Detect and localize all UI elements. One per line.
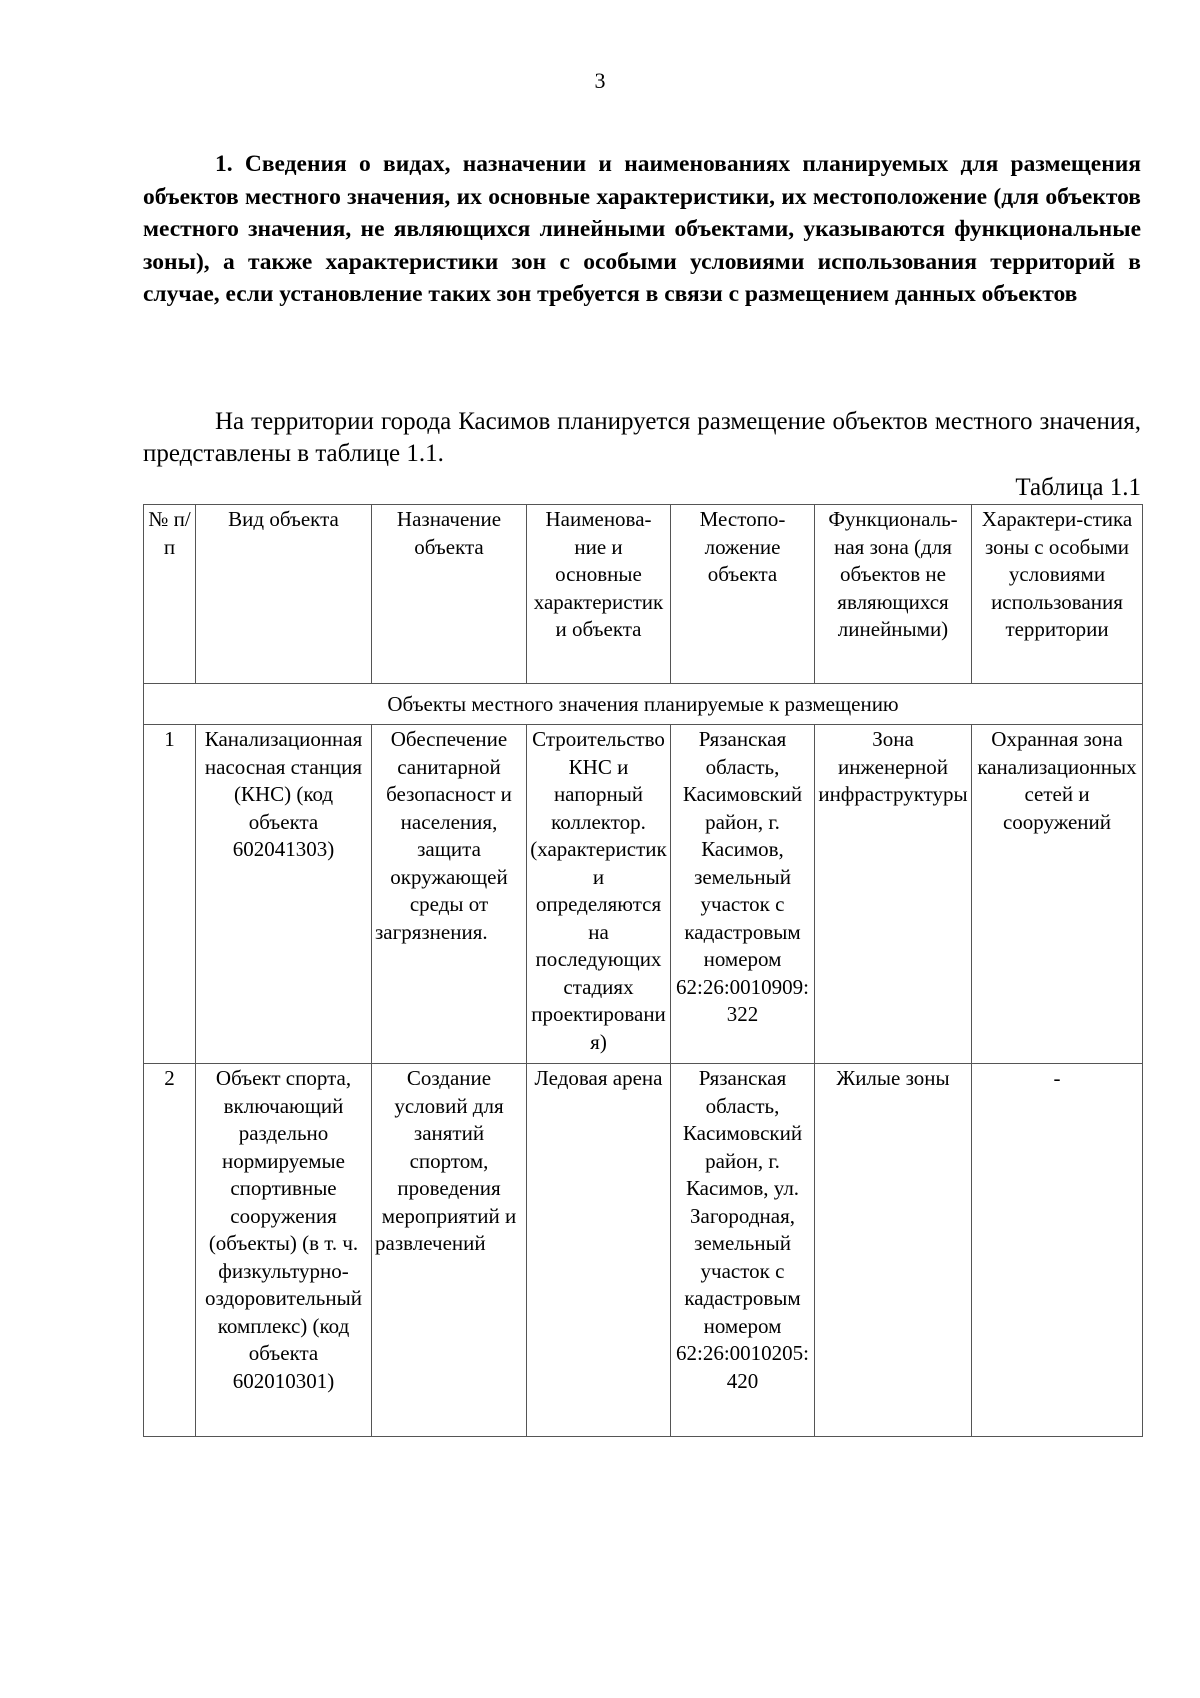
cell-object-type: Канализационная насосная станция (КНС) (код объекта 602041303)	[196, 725, 372, 1064]
header-object-type: Вид объекта	[196, 505, 372, 684]
table-row	[144, 1064, 1143, 1437]
cell-special-zone: Охранная зона канализационных сетей и сооружений	[972, 725, 1143, 1064]
header-object-location: Местопо-ложение объекта	[671, 505, 815, 684]
cell-object-location: Рязанская область, Касимовский район, г. Касимов, земельный участок с кадастровым номером 62:26:0010909:322	[671, 725, 815, 1064]
header-object-name: Наименова-ние и основные характеристики объекта	[527, 505, 671, 684]
cell-object-purpose: Обеспечение санитарной безопасност и населения, защита окружающей среды от загрязнения.	[372, 725, 527, 1064]
header-object-purpose: Назначение объекта	[372, 505, 527, 684]
table-caption: Таблица 1.1	[1015, 474, 1141, 501]
section-heading: 1. Сведения о видах, назначении и наименованиях планируемых для размещения объектов местного значения, их основные характеристики, их местоположение (для объектов местного значения, не являющихся линейными объектами, указываются функциональные зоны), а также характеристики зон с особыми условиями использования территорий в случае, если установление таких зон требуется в связи с размещением данных объектов	[143, 151, 1141, 307]
table-section-row	[144, 684, 1143, 725]
cell-object-purpose: Создание условий для занятий спортом, проведения мероприятий и развлечений	[372, 1064, 527, 1437]
table-row	[144, 725, 1143, 1064]
cell-functional-zone: Жилые зоны	[815, 1064, 972, 1437]
header-functional-zone: Функциональ-ная зона (для объектов не являющихся линейными)	[815, 505, 972, 684]
section-title: Объекты местного значения планируемые к размещению	[144, 684, 1143, 725]
intro-paragraph: На территории города Касимов планируется размещение объектов местного значения, представлены в таблице 1.1.	[143, 408, 1141, 467]
cell-object-type: Объект спорта, включающий раздельно нормируемые спортивные сооружения (объекты) (в т. ч. физкультурно-оздоровительный комплекс) (код объекта 602010301)	[196, 1064, 372, 1437]
table-header-row	[144, 505, 1143, 684]
cell-object-name: Строительство КНС и напорный коллектор. (характеристики определяются на последующих стадиях проектирования)	[527, 725, 671, 1064]
cell-special-zone: -	[972, 1064, 1143, 1437]
page-number: 3	[594, 68, 606, 93]
cell-functional-zone: Зона инженерной инфраструктуры	[815, 725, 972, 1064]
cell-number: 2	[144, 1064, 196, 1437]
header-special-zone: Характери-стика зоны с особыми условиями использования территории	[972, 505, 1143, 684]
cell-object-location: Рязанская область, Касимовский район, г. Касимов, ул. Загородная, земельный участок с кадастровым номером 62:26:0010205:420	[671, 1064, 815, 1437]
cell-number: 1	[144, 725, 196, 1064]
cell-object-name: Ледовая арена	[527, 1064, 671, 1437]
objects-table	[143, 504, 1143, 1437]
header-number: № п/п	[144, 505, 196, 684]
